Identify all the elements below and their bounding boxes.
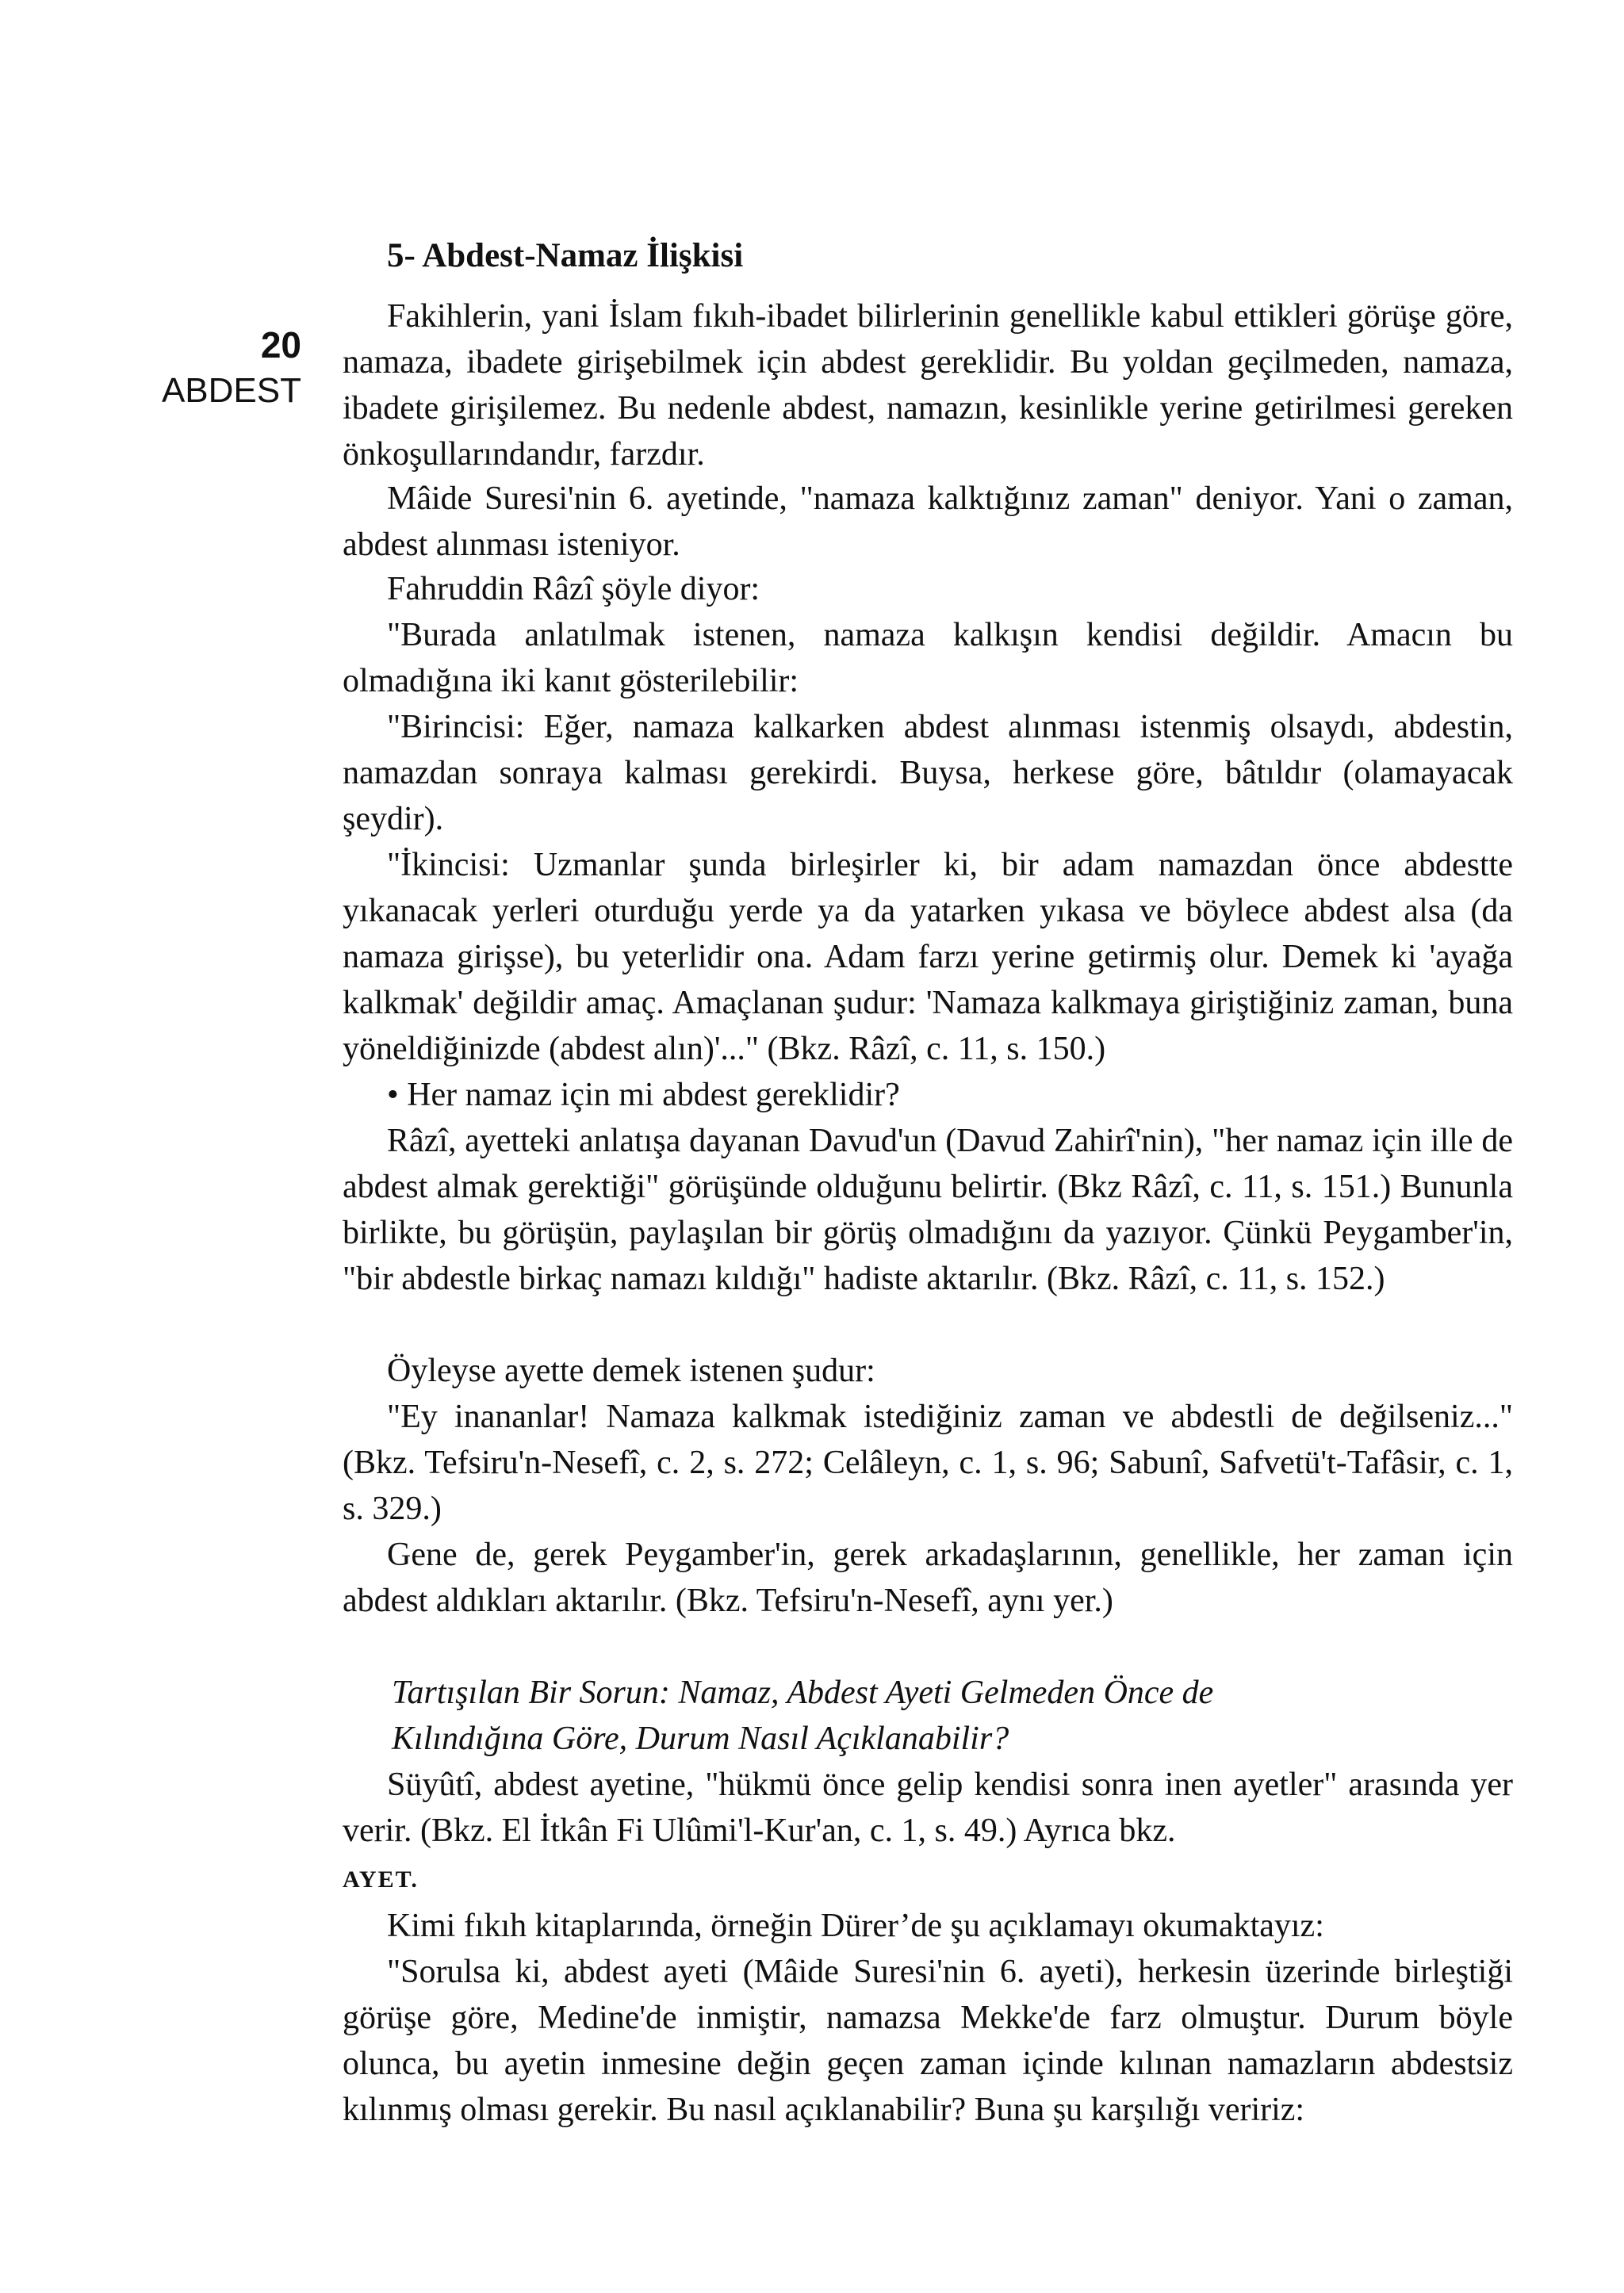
paragraph-text: Gene de, gerek Peygamber'in, gerek arkadaşlarının, genellikle, her zaman için abdest aldıkları aktarılır. (Bkz. Tefsiru'n-Nesefî, aynı yer.) [343, 1537, 1513, 1619]
page-number: 20 [260, 324, 301, 366]
paragraph-1 [343, 293, 1513, 477]
subsection-title-line2: Kılındığına Göre, Durum Nasıl Açıklanabilir? [392, 1721, 1009, 1757]
paragraph-13 [343, 1903, 1513, 1949]
paragraph-11 [343, 1532, 1513, 1624]
bullet-question: • Her namaz için mi abdest gereklidir? [387, 1077, 900, 1113]
paragraph-2 [343, 476, 1513, 568]
paragraph-text: Süyûtî, abdest ayetine, "hükmü önce gelip kendisi sonra inen ayetler" arasında yer verir. (Bkz. El İtkân Fi Ulûmi'l-Kur'an, c. 1, s. 49.) Ayrıca bkz. [343, 1767, 1513, 1849]
section-title: 5- Abdest-Namaz İlişkisi [387, 237, 744, 274]
paragraph-7 [343, 1072, 1513, 1118]
paragraph-6 [343, 842, 1513, 1072]
paragraph-5 [343, 704, 1513, 842]
paragraph-text: "Ey inananlar! Namaza kalkmak istediğiniz zaman ve abdestli de değilseniz..." (Bkz. Tefsiru'n-Nesefî, c. 2, s. 272; Celâleyn, c. 1, s. 96; Sabunî, Safvetü't-Tafâsir, c. 1, s. 329.) [343, 1399, 1513, 1527]
cross-reference-ayet: AYET. [343, 1866, 419, 1893]
subsection-title-line1: Tartışılan Bir Sorun: Namaz, Abdest Ayeti Gelmeden Önce de [392, 1675, 1214, 1711]
paragraph-text: Râzî, ayetteki anlatışa dayanan Davud'un (Davud Zahirî'nin), "her namaz için ille de abdest almak gerektiği" görüşünde olduğunu belirtir. (Bkz Râzî, c. 11, s. 151.) Bununla birlikte, bu görüşün, paylaşılan bir görüş olmadığını da yazıyor. Çünkü Peygamber'in, "bir abdestle birkaç namazı kıldığı" hadiste aktarılır. (Bkz. Râzî, c. 11, s. 152.) [343, 1123, 1513, 1297]
paragraph-text: Fahruddin Râzî şöyle diyor: [387, 571, 760, 607]
paragraph-12 [343, 1762, 1513, 1903]
paragraph-text: "Birincisi: Eğer, namaza kalkarken abdest alınması istenmiş olsaydı, abdestin, namazdan sonraya kalması gerekirdi. Buysa, herkese göre, bâtıldır (olamayacak şeydir). [343, 709, 1513, 837]
paragraph-text: "İkincisi: Uzmanlar şunda birleşirler ki, bir adam namazdan önce abdestte yıkanacak yerleri oturduğu yerde ya da yatarken yıkasa ve böylece abdest alsa (da namaza girişse), bu yeterlidir ona. Adam farzı yerine getirmiş olur. Demek ki 'ayağa kalkmak' değildir amaç. Amaçlanan şudur: 'Namaza kalkmaya giriştiğiniz zaman, buna yöneldiğinizde (abdest alın)'..." (Bkz. Râzî, c. 11, s. 150.) [343, 847, 1513, 1067]
running-head: ABDEST [161, 371, 301, 410]
paragraph-text: Mâide Suresi'nin 6. ayetinde, "namaza kalktığınız zaman" deniyor. Yani o zaman, abdest alınması isteniyor. [343, 480, 1513, 563]
paragraph-10 [343, 1394, 1513, 1532]
paragraph-9 [343, 1348, 1513, 1394]
paragraph-text: Fakihlerin, yani İslam fıkıh-ibadet bilirlerinin genellikle kabul ettikleri görüşe göre, namaza, ibadete girişebilmek için abdest gereklidir. Bu yoldan geçilmeden, namaza, ibadete girişilemez. Bu nedenle abdest, namazın, kesinlikle yerine getirilmesi gereken önkoşullarındandır, farzdır. [343, 298, 1513, 473]
paragraph-4 [343, 612, 1513, 704]
paragraph-text: "Burada anlatılmak istenen, namaza kalkışın kendisi değildir. Amacın bu olmadığına iki kanıt gösterilebilir: [343, 617, 1513, 699]
paragraph-14 [343, 1949, 1513, 2133]
paragraph-text: "Sorulsa ki, abdest ayeti (Mâide Suresi'nin 6. ayeti), herkesin üzerinde birleştiği görüşe göre, Medine'de inmiştir, namazsa Mekke'de farz olmuştur. Durum böyle olunca, bu ayetin inmesine değin geçen zaman içinde kılınan namazların abdestsiz kılınmış olması gerekir. Bu nasıl açıklanabilir? Buna şu karşılığı veririz: [343, 1954, 1513, 2128]
paragraph-text: Öyleyse ayette demek istenen şudur: [387, 1353, 875, 1389]
paragraph-3 [343, 566, 1513, 612]
paragraph-8 [343, 1118, 1513, 1302]
paragraph-text: Kimi fıkıh kitaplarında, örneğin Dürer’de şu açıklamayı okumaktayız: [387, 1908, 1324, 1944]
